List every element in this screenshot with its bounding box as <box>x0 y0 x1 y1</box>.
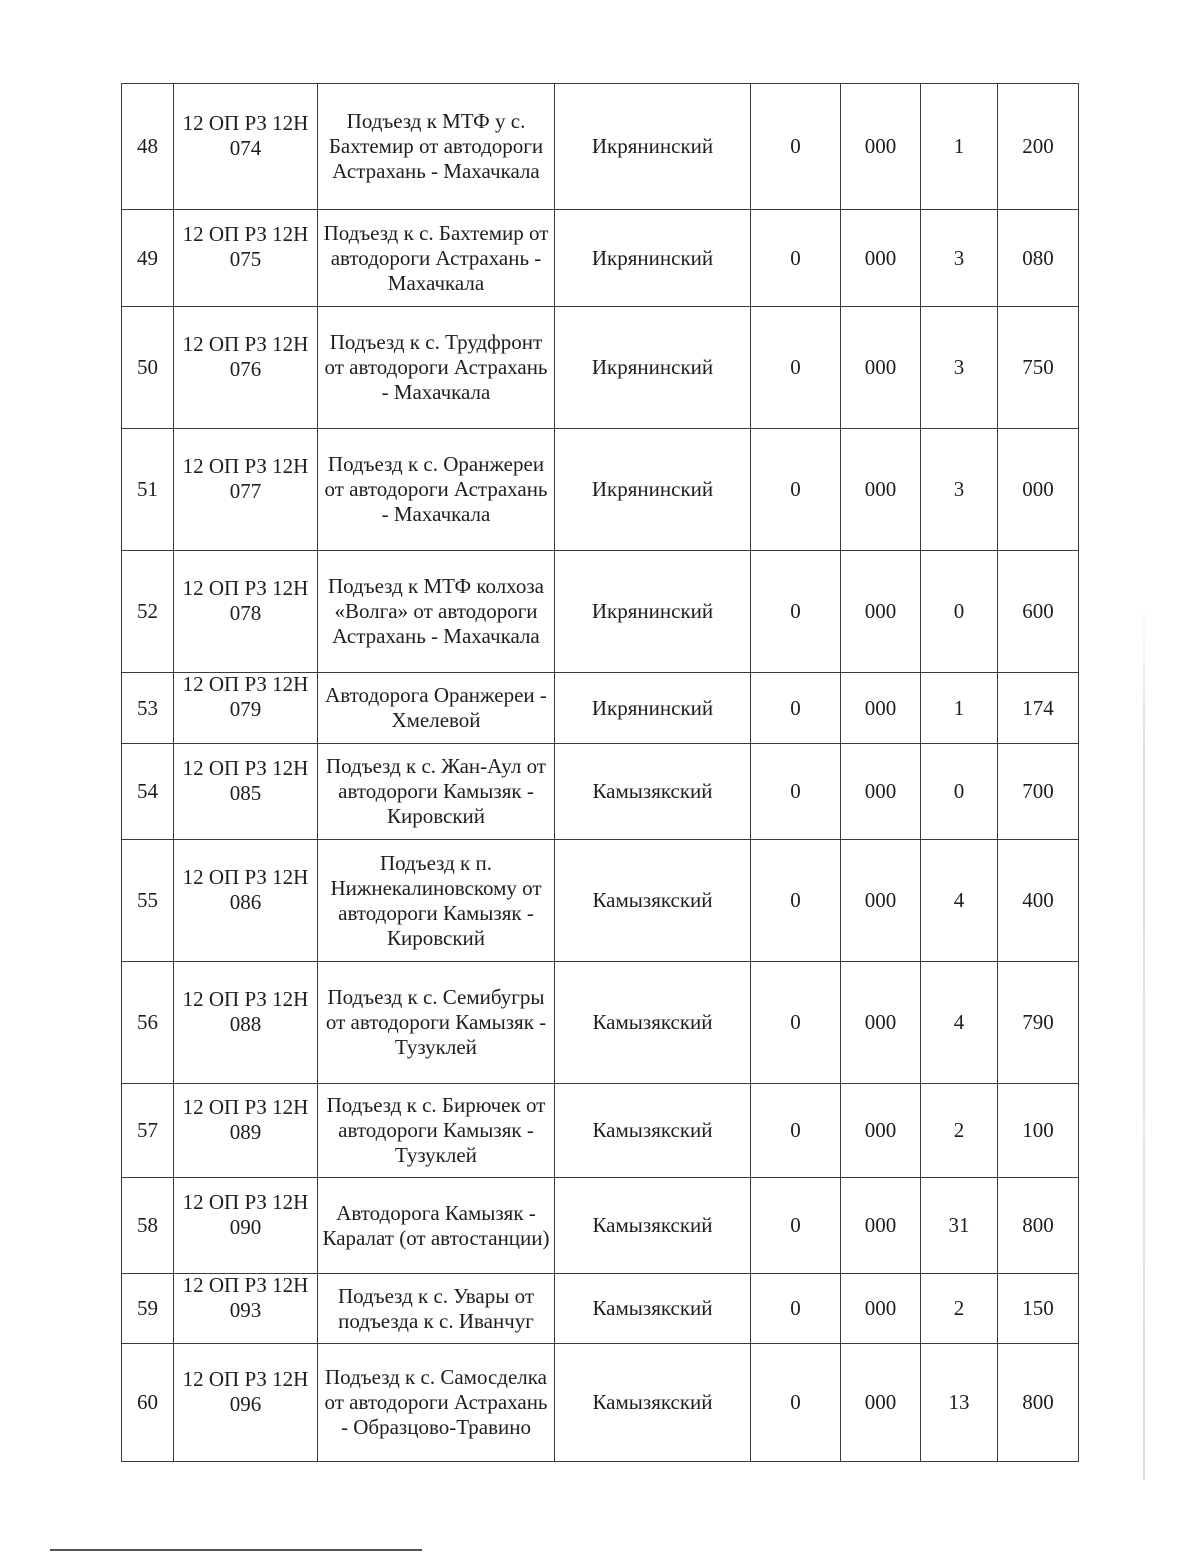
road-code-text <box>183 576 309 626</box>
row-number-text: 53 <box>137 695 158 720</box>
row-number-text: 52 <box>137 599 158 623</box>
road-name-cell <box>318 84 555 210</box>
road-name-cell <box>318 744 555 840</box>
road-code-line1: 12 ОП РЗ 12Н <box>182 672 309 696</box>
m-end-cell <box>998 551 1079 673</box>
m-end-cell <box>998 1084 1079 1178</box>
m-start-cell <box>841 551 921 673</box>
district-cell <box>555 307 751 429</box>
km-end-text: 1 <box>953 695 965 720</box>
km-start-text: 0 <box>790 695 801 720</box>
m-end-text: 200 <box>1022 134 1054 158</box>
km-end-text: 4 <box>953 888 965 912</box>
row-number-text: 49 <box>137 245 158 270</box>
row-number-cell <box>122 673 174 744</box>
road-code-line1: 12 ОП РЗ 12Н <box>182 986 309 1011</box>
row-number-text: 60 <box>137 1390 158 1414</box>
km-end-text: 3 <box>953 355 965 379</box>
km-start-cell <box>751 551 841 673</box>
road-code-line1: 12 ОП РЗ 12Н <box>182 1094 309 1119</box>
scan-edge-mark <box>1143 600 1145 1480</box>
m-end-text: 000 <box>1022 477 1054 501</box>
roads-table <box>121 83 1079 1462</box>
m-start-text: 000 <box>864 355 897 379</box>
road-code-line2: 093 <box>229 1297 262 1322</box>
km-end-cell <box>921 429 998 551</box>
district-cell <box>555 1274 751 1344</box>
row-number-text: 54 <box>137 779 158 803</box>
km-end-cell <box>921 551 998 673</box>
km-start-text: 0 <box>790 1390 801 1414</box>
km-start-text: 0 <box>790 599 801 623</box>
km-end-text: 3 <box>953 477 965 501</box>
m-end-text: 174 <box>1022 695 1054 720</box>
km-start-text: 0 <box>790 1296 801 1320</box>
row-number-cell <box>122 1178 174 1274</box>
road-name-text: Подъезд к с. Жан-Аул от автодороги Камызяк - Кировский <box>326 754 546 828</box>
road-name-text: Подъезд к с. Трудфронт от автодороги Астрахань - Махачкала <box>324 330 548 404</box>
m-start-text: 000 <box>864 1010 897 1034</box>
district-text: Камызякский <box>592 888 713 912</box>
m-end-text: 800 <box>1022 1390 1054 1414</box>
table-row <box>122 551 1079 673</box>
road-code-cell <box>174 1178 318 1274</box>
m-start-text: 000 <box>864 477 897 501</box>
road-name-cell <box>318 840 555 962</box>
m-end-cell <box>998 210 1079 307</box>
km-end-cell <box>921 1178 998 1274</box>
m-end-text: 080 <box>1022 245 1054 270</box>
m-start-cell <box>841 1274 921 1344</box>
road-code-line1: 12 ОП РЗ 12Н <box>182 1272 309 1297</box>
km-end-cell <box>921 1274 998 1344</box>
district-cell <box>555 1084 751 1178</box>
road-code-line2: 078 <box>229 600 262 625</box>
row-number-text: 59 <box>137 1296 158 1320</box>
km-end-cell <box>921 1344 998 1462</box>
m-end-cell <box>998 1274 1079 1344</box>
road-code-text <box>183 865 309 915</box>
road-code-text <box>183 1273 309 1323</box>
table-row <box>122 1178 1079 1274</box>
road-code-cell <box>174 210 318 307</box>
district-text: Икрянинский <box>591 695 714 720</box>
row-number-text: 56 <box>137 1010 158 1034</box>
road-code-line2: 075 <box>229 247 262 271</box>
km-start-cell <box>751 1344 841 1462</box>
km-end-text: 31 <box>948 1213 970 1237</box>
table-row <box>122 307 1079 429</box>
road-name-text: Подъезд к п. Нижнекалиновскому от автодороги Камызяк - Кировский <box>330 850 542 950</box>
road-code-line1: 12 ОП РЗ 12Н <box>182 453 309 478</box>
row-number-cell <box>122 307 174 429</box>
road-code-cell <box>174 84 318 210</box>
km-end-text: 0 <box>953 599 965 623</box>
road-code-cell <box>174 744 318 840</box>
road-name-text: Подъезд к с. Увары от подъезда к с. Иванчуг <box>337 1283 535 1333</box>
road-name-cell <box>318 210 555 307</box>
km-start-cell <box>751 84 841 210</box>
m-end-text: 100 <box>1022 1118 1054 1142</box>
road-code-line1: 12 ОП РЗ 12Н <box>182 1366 309 1391</box>
km-end-cell <box>921 673 998 744</box>
row-number-text: 50 <box>137 355 158 379</box>
km-end-text: 4 <box>953 1010 965 1034</box>
km-end-cell <box>921 962 998 1084</box>
road-code-cell <box>174 1274 318 1344</box>
m-start-cell <box>841 307 921 429</box>
road-code-cell <box>174 962 318 1084</box>
row-number-cell <box>122 84 174 210</box>
m-start-cell <box>841 1178 921 1274</box>
table-row <box>122 744 1079 840</box>
km-start-text: 0 <box>790 477 801 501</box>
road-name-cell <box>318 1274 555 1344</box>
km-end-text: 2 <box>953 1118 965 1142</box>
m-end-text: 600 <box>1022 599 1054 623</box>
km-start-text: 0 <box>790 1213 801 1237</box>
m-end-cell <box>998 429 1079 551</box>
road-name-cell <box>318 1084 555 1178</box>
km-end-text: 2 <box>953 1296 965 1320</box>
km-start-cell <box>751 429 841 551</box>
road-name-text: Подъезд к с. Бирючек от автодороги Камызяк - Тузуклей <box>326 1093 546 1167</box>
road-code-text <box>183 111 309 161</box>
road-name-cell <box>318 551 555 673</box>
row-number-cell <box>122 1344 174 1462</box>
m-end-cell <box>998 840 1079 962</box>
road-name-cell <box>318 673 555 744</box>
m-end-cell <box>998 307 1079 429</box>
district-text: Камызякский <box>592 1296 713 1320</box>
road-code-text <box>183 454 309 504</box>
road-name-cell <box>318 962 555 1084</box>
road-code-line1: 12 ОП РЗ 12Н <box>182 1189 309 1214</box>
m-start-text: 000 <box>864 1390 897 1414</box>
m-start-cell <box>841 84 921 210</box>
road-name-text: Автодорога Оранжереи - Хмелевой <box>325 683 547 732</box>
district-text: Камызякский <box>592 1390 713 1414</box>
table-row <box>122 1344 1079 1462</box>
row-number-cell <box>122 1274 174 1344</box>
table-row <box>122 673 1079 744</box>
table-row <box>122 84 1079 210</box>
district-cell <box>555 1344 751 1462</box>
m-start-text: 000 <box>864 779 897 803</box>
table-row <box>122 1274 1079 1344</box>
district-cell <box>555 210 751 307</box>
row-number-cell <box>122 1084 174 1178</box>
row-number-text: 51 <box>137 477 158 501</box>
district-text: Икрянинский <box>591 245 714 270</box>
row-number-cell <box>122 210 174 307</box>
m-start-text: 000 <box>864 1118 897 1142</box>
road-code-cell <box>174 1084 318 1178</box>
m-start-text: 000 <box>864 695 897 720</box>
district-text: Икрянинский <box>591 134 714 158</box>
m-start-cell <box>841 210 921 307</box>
road-code-cell <box>174 673 318 744</box>
road-code-line2: 077 <box>229 478 262 503</box>
district-cell <box>555 429 751 551</box>
row-number-cell <box>122 429 174 551</box>
m-start-cell <box>841 429 921 551</box>
m-end-cell <box>998 962 1079 1084</box>
m-start-text: 000 <box>864 245 897 270</box>
km-start-text: 0 <box>790 779 801 803</box>
table-row <box>122 210 1079 307</box>
km-start-cell <box>751 1178 841 1274</box>
road-name-text: Подъезд к с. Оранжереи от автодороги Астрахань - Махачкала <box>324 452 548 526</box>
road-code-cell <box>174 840 318 962</box>
district-cell <box>555 673 751 744</box>
row-number-cell <box>122 962 174 1084</box>
m-start-text: 000 <box>864 599 897 623</box>
district-cell <box>555 84 751 210</box>
district-cell <box>555 744 751 840</box>
road-code-line1: 12 ОП РЗ 12Н <box>182 110 309 135</box>
district-text: Камызякский <box>592 1213 713 1237</box>
road-name-cell <box>318 429 555 551</box>
m-end-text: 400 <box>1022 888 1054 912</box>
km-end-cell <box>921 210 998 307</box>
road-name-text: Подъезд к МТФ колхоза «Волга» от автодороги Астрахань - Махачкала <box>327 574 545 648</box>
road-code-line2: 079 <box>229 697 262 721</box>
road-code-text <box>183 332 309 382</box>
road-code-line1: 12 ОП РЗ 12Н <box>182 331 309 356</box>
km-start-text: 0 <box>790 1118 801 1142</box>
km-start-cell <box>751 307 841 429</box>
road-code-line2: 096 <box>229 1391 262 1416</box>
road-code-line1: 12 ОП РЗ 12Н <box>182 864 309 889</box>
km-start-text: 0 <box>790 355 801 379</box>
road-code-line1: 12 ОП РЗ 12Н <box>182 575 309 600</box>
district-text: Икрянинский <box>591 355 714 379</box>
km-end-cell <box>921 1084 998 1178</box>
m-end-cell <box>998 1178 1079 1274</box>
road-name-text: Автодорога Камызяк - Каралат (от автостанции) <box>322 1200 550 1250</box>
km-end-text: 3 <box>953 245 965 270</box>
road-code-text <box>183 756 309 806</box>
road-code-cell <box>174 429 318 551</box>
km-end-text: 1 <box>953 134 965 158</box>
district-text: Камызякский <box>592 779 713 803</box>
road-name-text: Подъезд к МТФ у с. Бахтемир от автодороги Астрахань - Махачкала <box>328 109 544 183</box>
row-number-text: 55 <box>137 888 158 912</box>
m-start-cell <box>841 840 921 962</box>
road-code-text <box>183 987 309 1037</box>
km-end-cell <box>921 744 998 840</box>
district-cell <box>555 962 751 1084</box>
road-code-line2: 076 <box>229 356 262 381</box>
m-start-cell <box>841 744 921 840</box>
road-code-text <box>183 222 309 272</box>
road-code-line1: 12 ОП РЗ 12Н <box>182 222 309 246</box>
road-code-line2: 086 <box>229 889 262 914</box>
m-start-text: 000 <box>864 888 897 912</box>
km-start-cell <box>751 962 841 1084</box>
road-name-cell <box>318 307 555 429</box>
km-end-text: 13 <box>948 1390 970 1414</box>
km-start-cell <box>751 744 841 840</box>
district-text: Икрянинский <box>591 599 714 623</box>
m-end-text: 150 <box>1022 1296 1054 1320</box>
m-start-cell <box>841 1084 921 1178</box>
m-start-text: 000 <box>864 1213 897 1237</box>
road-code-text <box>183 672 309 722</box>
m-start-cell <box>841 1344 921 1462</box>
district-cell <box>555 551 751 673</box>
district-text: Камызякский <box>592 1118 713 1142</box>
km-end-cell <box>921 307 998 429</box>
road-name-cell <box>318 1344 555 1462</box>
table-body <box>122 84 1079 1462</box>
road-code-line2: 074 <box>229 135 262 160</box>
m-end-text: 800 <box>1022 1213 1054 1237</box>
row-number-cell <box>122 744 174 840</box>
row-number-text: 48 <box>137 134 158 158</box>
road-code-line2: 088 <box>229 1011 262 1036</box>
m-start-cell <box>841 673 921 744</box>
road-code-cell <box>174 551 318 673</box>
km-start-cell <box>751 1084 841 1178</box>
road-name-cell <box>318 1178 555 1274</box>
km-start-text: 0 <box>790 888 801 912</box>
road-code-text <box>183 1367 309 1417</box>
m-end-text: 790 <box>1022 1010 1054 1034</box>
m-end-cell <box>998 84 1079 210</box>
road-code-line2: 085 <box>229 780 262 805</box>
district-cell <box>555 840 751 962</box>
km-start-cell <box>751 673 841 744</box>
m-start-cell <box>841 962 921 1084</box>
road-code-text <box>183 1095 309 1145</box>
m-end-cell <box>998 673 1079 744</box>
km-end-cell <box>921 84 998 210</box>
km-start-text: 0 <box>790 245 801 270</box>
km-end-text: 0 <box>953 779 965 803</box>
m-start-text: 000 <box>864 1296 897 1320</box>
km-end-cell <box>921 840 998 962</box>
km-start-cell <box>751 840 841 962</box>
road-name-text: Подъезд к с. Бахтемир от автодороги Астрахань - Махачкала <box>323 220 549 295</box>
road-name-text: Подъезд к с. Семибугры от автодороги Камызяк - Тузуклей <box>325 985 547 1059</box>
m-end-cell <box>998 1344 1079 1462</box>
m-end-cell <box>998 744 1079 840</box>
road-code-line1: 12 ОП РЗ 12Н <box>182 755 309 780</box>
km-start-cell <box>751 210 841 307</box>
km-start-text: 0 <box>790 1010 801 1034</box>
road-code-line2: 090 <box>229 1214 262 1239</box>
km-start-text: 0 <box>790 134 801 158</box>
m-start-text: 000 <box>864 134 897 158</box>
table-row <box>122 840 1079 962</box>
km-start-cell <box>751 1274 841 1344</box>
road-code-text <box>183 1190 309 1240</box>
road-name-text: Подъезд к с. Самосделка от автодороги Астрахань - Образцово-Травино <box>324 1365 548 1439</box>
district-text: Икрянинский <box>591 477 714 501</box>
m-end-text: 750 <box>1022 355 1054 379</box>
district-text: Камызякский <box>592 1010 713 1034</box>
row-number-cell <box>122 840 174 962</box>
road-code-line2: 089 <box>229 1119 262 1144</box>
row-number-cell <box>122 551 174 673</box>
table-row <box>122 1084 1079 1178</box>
table-row <box>122 429 1079 551</box>
footnote-rule <box>50 1549 422 1551</box>
road-code-cell <box>174 307 318 429</box>
district-cell <box>555 1178 751 1274</box>
road-code-cell <box>174 1344 318 1462</box>
row-number-text: 57 <box>137 1118 158 1142</box>
m-end-text: 700 <box>1022 779 1054 803</box>
row-number-text: 58 <box>137 1213 158 1237</box>
table-row <box>122 962 1079 1084</box>
